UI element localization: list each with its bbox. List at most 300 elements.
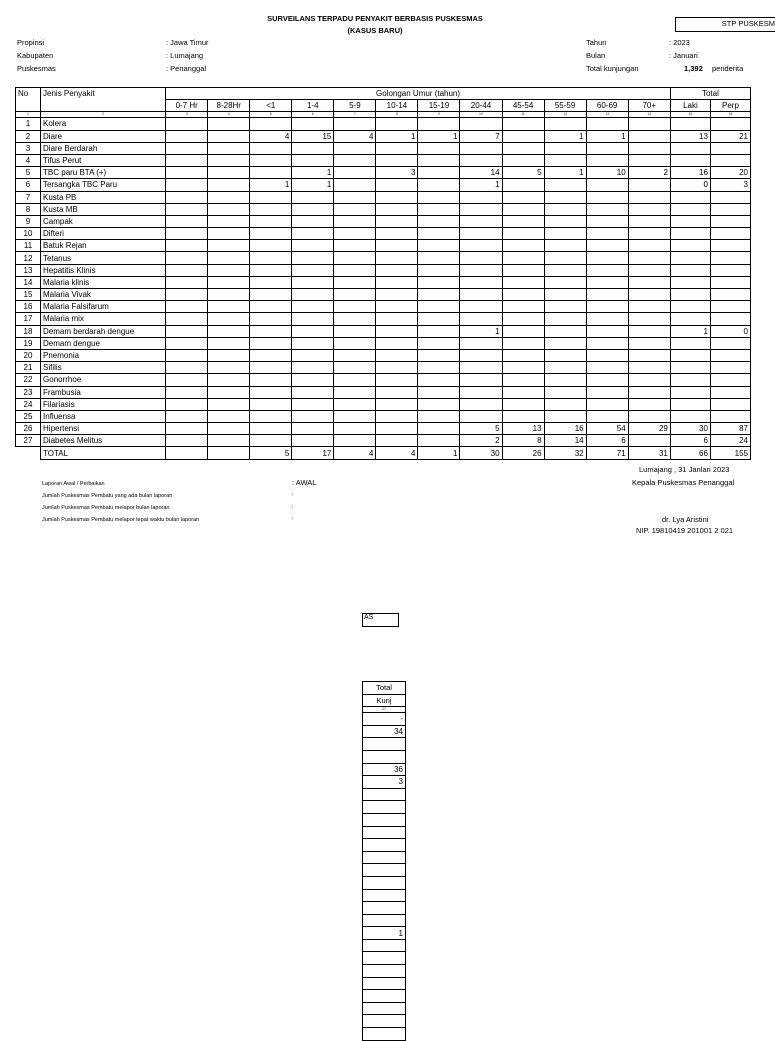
disease-name: Difteri [41,228,166,240]
count-cell [586,228,628,240]
count-cell [292,313,334,325]
count-cell [460,252,502,264]
count-cell [502,276,544,288]
count-cell [166,410,208,422]
header-golongan: Golongan Umur (tahun) [166,88,671,100]
count-cell [544,142,586,154]
row-number: 1 [16,118,41,130]
count-cell [250,203,292,215]
count-cell [460,142,502,154]
row-number: 27 [16,435,41,447]
table-row [16,276,751,288]
count-cell [460,386,502,398]
column-index: 2 [41,112,166,118]
count-cell [418,142,460,154]
count-cell [670,118,710,130]
count-cell [710,374,750,386]
count-cell [628,386,670,398]
count-cell [334,240,376,252]
count-cell [334,410,376,422]
count-cell [460,215,502,227]
count-cell [670,349,710,361]
kunjungan-value: 1,392 [684,64,703,73]
count-cell [250,276,292,288]
count-cell [292,398,334,410]
age-header: 70+ [628,100,670,112]
count-cell [292,252,334,264]
total-cell: 5 [250,447,292,459]
count-cell [710,337,750,349]
count-cell [544,154,586,166]
disease-name: Malaria Vivak [41,289,166,301]
count-cell [544,118,586,130]
kunj-cell: 3 [363,776,406,789]
count-cell: 6 [670,435,710,447]
count-cell [418,118,460,130]
disease-name: Diare [41,130,166,142]
disease-name: Pnemonia [41,349,166,361]
column-index: 5 [250,112,292,118]
tahun-value: : 2023 [669,38,690,47]
count-cell [250,228,292,240]
count-cell [376,301,418,313]
count-cell [166,398,208,410]
count-cell: 0 [670,179,710,191]
count-cell: 13 [502,423,544,435]
count-cell [544,228,586,240]
count-cell [544,313,586,325]
count-cell [166,301,208,313]
table-row [16,386,751,398]
kunj-cell: - [363,713,406,726]
count-cell [418,289,460,301]
count-cell [250,325,292,337]
total-cell: 4 [376,447,418,459]
count-cell [208,423,250,435]
count-cell [250,240,292,252]
disease-name: Batuk Rejan [41,240,166,252]
count-cell [208,130,250,142]
table-row [16,203,751,215]
count-cell [544,179,586,191]
table-row [16,301,751,313]
count-cell [166,325,208,337]
count-cell: 4 [334,130,376,142]
count-cell [418,154,460,166]
count-cell [628,313,670,325]
total-row [16,447,751,459]
count-cell [670,252,710,264]
count-cell [166,289,208,301]
count-cell [544,349,586,361]
table-row [16,252,751,264]
count-cell [628,349,670,361]
count-cell [502,386,544,398]
count-cell [292,410,334,422]
kunj-cell [363,750,406,763]
count-cell [208,337,250,349]
count-cell [586,142,628,154]
total-cell: 66 [670,447,710,459]
count-cell [710,240,750,252]
count-cell [208,215,250,227]
row-number: 19 [16,337,41,349]
signer-name: dr. Lya Aristini [662,515,709,524]
total-cell: 155 [710,447,750,459]
disease-name: Malaria mix [41,313,166,325]
count-cell [334,252,376,264]
kunj-header-total: Total [363,682,406,695]
disease-name: Kusta PB [41,191,166,203]
count-cell [628,203,670,215]
disease-name: TBC paru BTA (+) [41,167,166,179]
disease-name: Diabetes Melitus [41,435,166,447]
total-cell: 17 [292,447,334,459]
count-cell [628,410,670,422]
total-cell: 32 [544,447,586,459]
count-cell [208,289,250,301]
row-number: 8 [16,203,41,215]
kunj-cell [363,851,406,864]
count-cell [166,252,208,264]
count-cell [710,228,750,240]
count-cell [670,276,710,288]
count-cell [208,252,250,264]
count-cell [670,215,710,227]
count-cell [376,276,418,288]
count-cell [710,301,750,313]
pembantu-ada-label: Jumlah Puskesmas Pembatu yang ada bulan laporan [42,493,173,499]
row-number: 4 [16,154,41,166]
count-cell [418,264,460,276]
report-title: SURVEILANS TERPADU PENYAKIT BERBASIS PUSKESMAS [267,14,483,23]
count-cell [670,374,710,386]
count-cell [208,118,250,130]
count-cell [502,410,544,422]
kunj-cell [363,889,406,902]
count-cell [544,410,586,422]
count-cell [586,386,628,398]
puskesmas-label: Puskesmas [17,64,56,73]
column-index: 15 [670,112,710,118]
count-cell [334,167,376,179]
count-cell [670,289,710,301]
kunjungan-unit: penderita [712,64,744,73]
count-cell [166,228,208,240]
count-cell: 1 [292,179,334,191]
count-cell [334,337,376,349]
count-cell [418,228,460,240]
count-cell [292,301,334,313]
row-number: 3 [16,142,41,154]
row-number: 25 [16,410,41,422]
kunj-cell [363,902,406,915]
count-cell [208,313,250,325]
count-cell [208,154,250,166]
count-cell [628,374,670,386]
count-cell: 16 [544,423,586,435]
count-cell [250,398,292,410]
count-cell [628,215,670,227]
pembantu-ada-colon: : [292,492,294,498]
row-number: 21 [16,362,41,374]
count-cell [670,142,710,154]
kunj-cell [363,738,406,751]
row-number: 11 [16,240,41,252]
row-number: 18 [16,325,41,337]
count-cell: 5 [460,423,502,435]
count-cell [376,203,418,215]
age-header: 20-44 [460,100,502,112]
count-cell [418,374,460,386]
column-index: 9 [418,112,460,118]
count-cell [334,435,376,447]
count-cell [544,362,586,374]
count-cell: 15 [292,130,334,142]
table-row [16,118,751,130]
row-number: 24 [16,398,41,410]
table-row [16,423,751,435]
count-cell [502,337,544,349]
count-cell: 3 [710,179,750,191]
column-index: 6 [292,112,334,118]
count-cell [208,264,250,276]
disease-name: Tersangka TBC Paru [41,179,166,191]
age-header: 8-28Hr [208,100,250,112]
column-index: 3 [166,112,208,118]
disease-name: Filariasis [41,398,166,410]
count-cell [292,215,334,227]
kunj-cell [363,977,406,990]
count-cell [376,228,418,240]
count-cell [670,386,710,398]
disease-name: Diare Berdarah [41,142,166,154]
count-cell [376,179,418,191]
report-subtitle: (KASUS BARU) [347,26,403,35]
age-header: 45-54 [502,100,544,112]
count-cell [710,276,750,288]
bulan-label: Bulan [586,51,606,60]
count-cell [208,167,250,179]
count-cell [292,228,334,240]
row-number: 26 [16,423,41,435]
count-cell [586,325,628,337]
count-cell [166,154,208,166]
count-cell: 1 [418,130,460,142]
count-cell: 2 [628,167,670,179]
row-number: 10 [16,228,41,240]
count-cell [586,179,628,191]
total-cell [208,447,250,459]
signer-nip: NIP. 19810419 201001 2 021 [636,526,734,535]
count-cell: 1 [544,130,586,142]
kabupaten-value: : Lumajang [166,51,204,60]
column-index: 16 [710,112,750,118]
count-cell: 13 [670,130,710,142]
age-header: 10-14 [376,100,418,112]
count-cell [502,142,544,154]
count-cell [250,337,292,349]
count-cell [460,362,502,374]
count-cell [628,228,670,240]
count-cell [250,362,292,374]
kunj-cell [363,801,406,814]
count-cell [250,301,292,313]
count-cell [502,154,544,166]
age-header: 0-7 Hr [166,100,208,112]
count-cell [460,374,502,386]
count-cell [166,374,208,386]
count-cell [628,301,670,313]
count-cell [586,252,628,264]
disease-name: Malaria Falsifarum [41,301,166,313]
count-cell [586,398,628,410]
place-date: Lumajang , 31 Janlari 2023 [639,465,730,474]
count-cell: 6 [586,435,628,447]
count-cell [670,337,710,349]
count-cell [670,301,710,313]
row-number: 2 [16,130,41,142]
disease-name: Hepatitis Klinis [41,264,166,276]
count-cell [208,398,250,410]
count-cell [418,349,460,361]
count-cell [544,240,586,252]
count-cell [418,240,460,252]
disease-name: Demam dengue [41,337,166,349]
count-cell [166,386,208,398]
count-cell [250,349,292,361]
count-cell [208,325,250,337]
table-row [16,130,751,142]
kabupaten-label: Kabupaten [17,51,54,60]
bulan-value: : Januari [669,51,698,60]
column-index: 13 [586,112,628,118]
count-cell: 14 [460,167,502,179]
count-cell [710,203,750,215]
table-row [16,179,751,191]
count-cell [418,167,460,179]
count-cell [544,276,586,288]
total-cell: 1 [418,447,460,459]
count-cell [586,313,628,325]
kunjungan-label: Total kunjungan [586,64,639,73]
row-number: 9 [16,215,41,227]
count-cell [250,313,292,325]
count-cell [418,423,460,435]
count-cell [376,374,418,386]
count-cell: 4 [250,130,292,142]
column-index: 14 [628,112,670,118]
count-cell [586,374,628,386]
count-cell [502,203,544,215]
count-cell [586,264,628,276]
count-cell [460,228,502,240]
count-cell [208,191,250,203]
signer-position: Kepala Puskesmas Penanggal [632,478,735,487]
count-cell [502,313,544,325]
count-cell [376,410,418,422]
count-cell [376,423,418,435]
count-cell [418,386,460,398]
form-code-box [675,17,775,32]
total-cell: 31 [628,447,670,459]
count-cell [334,362,376,374]
count-cell [628,179,670,191]
table-row [16,264,751,276]
count-cell [544,289,586,301]
count-cell: 5 [502,167,544,179]
header-no: No [16,88,41,112]
count-cell [710,252,750,264]
disease-name: Kusta MB [41,203,166,215]
count-cell [166,276,208,288]
count-cell [166,362,208,374]
count-cell [250,142,292,154]
count-cell [208,203,250,215]
count-cell [628,276,670,288]
count-cell [502,349,544,361]
count-cell [376,142,418,154]
kunj-cell [363,1028,406,1041]
disease-name: Demam berdarah dengue [41,325,166,337]
disease-name: Tetanus [41,252,166,264]
count-cell [250,118,292,130]
count-cell [710,362,750,374]
kunj-cell: 1 [363,927,406,940]
table-row [16,191,751,203]
count-cell [292,423,334,435]
count-cell [334,374,376,386]
count-cell [628,325,670,337]
count-cell [250,423,292,435]
count-cell [292,386,334,398]
count-cell [292,362,334,374]
count-cell [544,301,586,313]
propinsi-label: Propinsi [17,38,45,47]
count-cell [586,215,628,227]
count-cell [250,435,292,447]
count-cell [208,410,250,422]
kunj-cell [363,788,406,801]
header-total: Total [670,88,750,100]
count-cell [166,349,208,361]
table-row [16,289,751,301]
count-cell [586,362,628,374]
column-index: 4 [208,112,250,118]
kunj-cell: 36 [363,763,406,776]
propinsi-value: : Jawa Timur [166,38,209,47]
count-cell [502,252,544,264]
count-cell [208,349,250,361]
table-row [16,142,751,154]
count-cell [502,118,544,130]
count-cell [710,349,750,361]
count-cell [670,410,710,422]
age-header: 15-19 [418,100,460,112]
count-cell [166,179,208,191]
count-cell [418,179,460,191]
count-cell [376,154,418,166]
count-cell [166,215,208,227]
count-cell [544,374,586,386]
count-cell: 1 [376,130,418,142]
count-cell [670,240,710,252]
disease-name: Kolera [41,118,166,130]
count-cell [334,118,376,130]
age-header: <1 [250,100,292,112]
row-number: 23 [16,386,41,398]
count-cell [208,240,250,252]
